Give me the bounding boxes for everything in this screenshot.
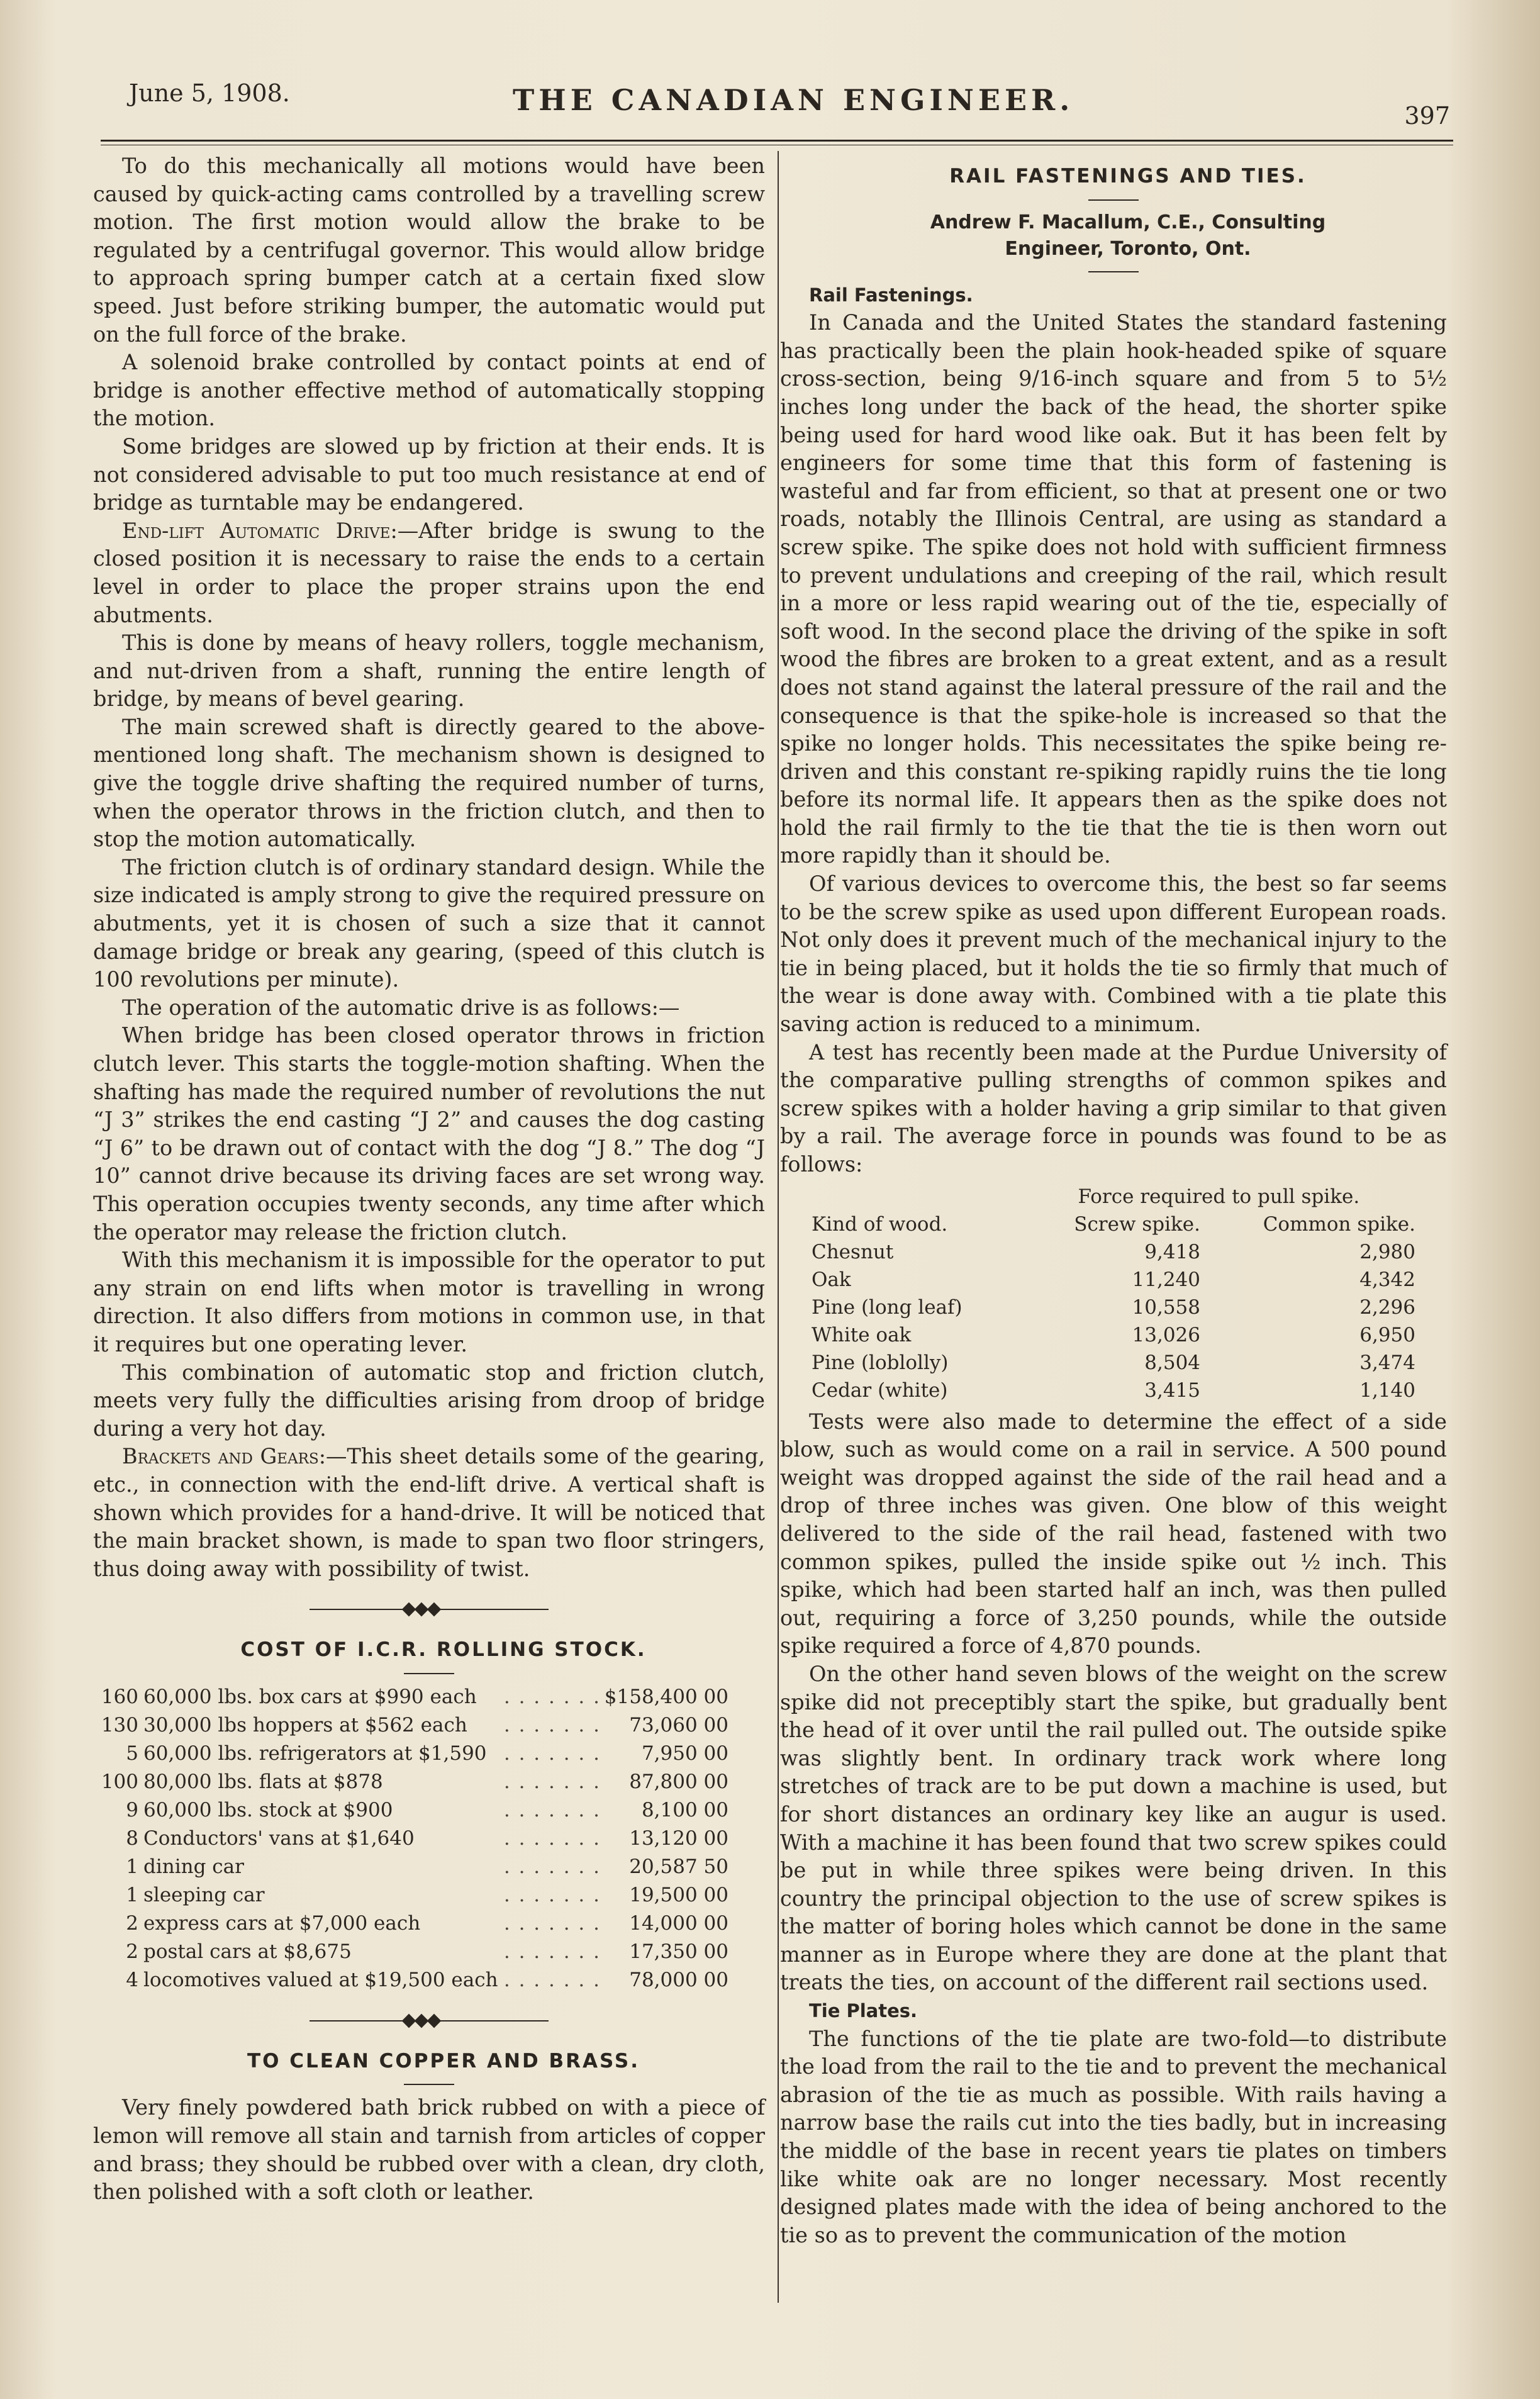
quantity-cell: 9 (126, 1798, 138, 1821)
common-spike-cell: 1,140 (1359, 1378, 1415, 1402)
quantity-cell: 4 (126, 1968, 138, 1991)
paragraph: On the other hand seven blows of the weight on the screw spike did not preceptibly start the spike, but gradually bent the head of it over until the rail pulled out. The outside spike was slightly bent. In ordinary track work where long stretches of track are to be put down a machine is used, but for short distances an ordinary key like an augur is used. With a machine it has been found that two screw spikes could be put in while three spikes were being driven. In this country the principal objection to the use of screw spikes is the matter of boring holes which cannot be done in the same manner as in Europe where they are done at the plant that treats the ties, on account of the different rail sections used. (780, 1661, 1447, 1995)
table-row (99, 1881, 728, 1910)
quantity-cell: 5 (126, 1742, 138, 1765)
wood-kind-cell: Cedar (white) (812, 1378, 948, 1402)
description-cell: 60,000 lbs. stock at $900 (143, 1798, 393, 1821)
byline: Engineer, Toronto, Ont. (1005, 237, 1251, 260)
quantity-cell: 1 (126, 1855, 138, 1878)
table-row (812, 1321, 1415, 1349)
leader-dots: . . . . . . . (503, 1968, 601, 1991)
table-header: Force required to pull spike. (1078, 1185, 1360, 1208)
paragraph: Of various devices to overcome this, the best so far seems to be the screw spike as used upon different European roads. Not only does it prevent much of the mechanical injury to the tie in being placed, but it holds the tie so firmly that much of the wear is done away with. Combined with a tie plate this saving action is reduced to a minimum. (780, 871, 1447, 1037)
table-row (812, 1238, 1415, 1266)
amount-cell: 87,800 00 (629, 1770, 728, 1793)
leader-dots: . . . . . . . (503, 1713, 601, 1736)
paragraph-text: —This sheet details some of the gearing, etc., in connection with the end-lift drive. A vertical shaft is shown which provides for a hand-drive. It will be noticed that the main bracket shown, is made to span two floor stringers, thus doing away with possibility of twist. (93, 1444, 765, 1581)
page-header (129, 75, 1450, 130)
screw-spike-cell: 3,415 (1144, 1378, 1201, 1402)
header-rule (101, 140, 1453, 142)
leader-dots: . . . . . . . (503, 1826, 601, 1850)
leader-dots: . . . . . . . (503, 1940, 601, 1963)
table-row (99, 1768, 728, 1796)
paragraph: Tests were also made to determine the effect of a side blow, such as would come on a rail in service. A 500 pound weight was dropped against the side of the rail head and a drop of three inches was given. One blow of this weight delivered to the side of the rail head, fastened with two common spikes, pulled the inside spike out ½ inch. This spike, which had been started half an inch, was then pulled out, requiring a force of 3,250 pounds, while the outside spike required a force of 4,870 pounds. (780, 1409, 1447, 1658)
table-row (812, 1266, 1415, 1294)
description-cell: sleeping car (143, 1883, 265, 1906)
common-spike-cell: 2,980 (1359, 1240, 1415, 1263)
description-cell: 30,000 lbs hoppers at $562 each (143, 1713, 467, 1736)
leader-dots: . . . . . . . (503, 1770, 601, 1793)
quantity-cell: 130 (101, 1713, 138, 1736)
table-header: Screw spike. (1074, 1212, 1201, 1236)
amount-cell: 17,350 00 (629, 1940, 728, 1963)
run-in-heading: End-lift Automatic Drive: (122, 518, 398, 543)
table-row (99, 1938, 728, 1966)
run-in-heading: Brackets and Gears: (122, 1444, 326, 1469)
left-column (93, 152, 765, 2206)
screw-spike-cell: 9,418 (1144, 1240, 1201, 1263)
page-number: 397 (1404, 102, 1450, 130)
ornament-divider (310, 1602, 549, 1617)
table-row (99, 1711, 728, 1740)
title-rule (1088, 271, 1139, 272)
quantity-cell: 8 (126, 1826, 138, 1850)
paragraph: Some bridges are slowed up by friction at their ends. It is not considered advisable to put too much resistance at end of bridge as turntable may be endangered. (93, 433, 765, 515)
header-date: June 5, 1908. (129, 79, 290, 107)
table-row (99, 1853, 728, 1881)
table-row (99, 1740, 728, 1768)
paragraph: A solenoid brake controlled by contact points at end of bridge is another effective method of automatically stopping the motion. (93, 350, 765, 431)
description-cell: 60,000 lbs. box cars at $990 each (143, 1685, 477, 1708)
description-cell: dining car (143, 1855, 244, 1878)
wood-kind-cell: White oak (812, 1323, 912, 1346)
leader-dots: . . . . . . . (503, 1685, 601, 1708)
title-rule (404, 2084, 454, 2085)
description-cell: 80,000 lbs. flats at $878 (143, 1770, 383, 1793)
table-row (812, 1294, 1415, 1321)
cost-table (99, 1683, 728, 1994)
amount-cell: 13,120 00 (629, 1826, 728, 1850)
table-header: Kind of wood. (812, 1212, 948, 1236)
right-column (780, 162, 1447, 2249)
leader-dots: . . . . . . . (503, 1911, 601, 1935)
quantity-cell: 160 (101, 1685, 138, 1708)
table-row (99, 1683, 728, 1711)
paragraph: The friction clutch is of ordinary standard design. While the size indicated is amply strong to give the required pressure on abutments, yet it is chosen of such a size that it cannot damage bridge or break any gearing, (speed of this clutch is 100 revolutions per minute). (93, 854, 765, 992)
wood-kind-cell: Pine (loblolly) (812, 1351, 949, 1374)
table-row (812, 1377, 1415, 1404)
paragraph: To do this mechanically all motions would have been caused by quick-acting cams controlled by a travelling screw motion. The first motion would allow the brake to be regulated by a centrifugal governor. This would allow bridge to approach spring bumper catch at a certain fixed slow speed. Just before striking bumper, the automatic would put on the full force of the brake. (93, 154, 765, 347)
subheading: Tie Plates. (809, 2000, 918, 2022)
spike-pull-table (812, 1183, 1415, 1404)
title-rule (404, 1673, 454, 1674)
quantity-cell: 2 (126, 1911, 138, 1935)
amount-cell: 7,950 00 (641, 1742, 728, 1765)
paragraph: The operation of the automatic drive is as follows:— (122, 995, 680, 1020)
screw-spike-cell: 10,558 (1132, 1295, 1201, 1319)
description-cell: Conductors' vans at $1,640 (143, 1826, 415, 1850)
quantity-cell: 100 (101, 1770, 138, 1793)
paragraph: The functions of the tie plate are two-fold—to distribute the load from the rail to the tie and to prevent the mechanical abrasion of the tie as much as possible. With rails having a narrow base the rails cut into the ties badly, but in increasing the middle of the base in recent years tie plates on timbers like white oak are no longer necessary. Most recently designed plates made with the idea of being anchored to the tie so as to prevent the communication of the motion (780, 2026, 1447, 2247)
ornament-divider (310, 2013, 549, 2028)
paragraph: This is done by means of heavy rollers, toggle mechanism, and nut-driven from a shaft, running the entire length of bridge, by means of bevel gearing. (93, 630, 765, 712)
amount-cell: 78,000 00 (629, 1968, 728, 1991)
title-rule (1088, 199, 1139, 201)
paragraph: In Canada and the United States the standard fastening has practically been the plain hook-headed spike of square cross-section, being 9/16-inch square and from 5 to 5½ inches long under the back of the head, the shorter spike being used for hard wood like oak. But it has been felt by engineers for some time that this form of fastening is wasteful and far from efficient, so that at present one or two roads, notably the Illinois Central, are using as standard a screw spike. The spike does not hold with sufficient firmness to prevent undulations and creeping of the rail, which result in a more or less rapid wearing out of the tie, especially of soft wood. In the second place the driving of the spike in soft wood the fibres are broken to a great extent, and as a result does not stand against the lateral pressure of the rail and the consequence is that the spike-hole is increased so that the spike no longer holds. This necessitates the spike being re-driven and this constant re-spiking rapidly ruins the tie long before its normal life. It appears then as the spike does not hold the rail firmly to the tie that the tie is then worn out more rapidly than it should be. (780, 310, 1447, 868)
article-title: RAIL FASTENINGS AND TIES. (949, 165, 1307, 187)
wood-kind-cell: Oak (812, 1268, 851, 1291)
paragraph: A test has recently been made at the Purdue University of the comparative pulling strengths of common spikes and screw spikes with a holder having a grip similar to that given by a rail. The average force in pounds was found to be as follows: (780, 1039, 1447, 1177)
section-title: COST OF I.C.R. ROLLING STOCK. (240, 1638, 647, 1662)
section-title: TO CLEAN COPPER AND BRASS. (247, 2049, 640, 2072)
quantity-cell: 1 (126, 1883, 138, 1906)
amount-cell: 8,100 00 (641, 1798, 728, 1821)
paragraph: When bridge has been closed operator throws in friction clutch lever. This starts the toggle-motion shafting. When the shafting has made the required number of revolutions the nut “J 3” strikes the end casting “J 2” and causes the dog casting “J 6” to be drawn out of contact with the dog “J 8.” The dog “J 10” cannot drive because its driving faces are set wrong way. This operation occupies twenty seconds, any time after which the operator may release the friction clutch. (93, 1023, 765, 1244)
screw-spike-cell: 8,504 (1144, 1351, 1201, 1374)
subheading: Rail Fastenings. (809, 284, 973, 306)
screw-spike-cell: 13,026 (1132, 1323, 1201, 1346)
byline: Andrew F. Macallum, C.E., Consulting (930, 211, 1326, 233)
wood-kind-cell: Chesnut (812, 1240, 894, 1263)
table-header: Common spike. (1263, 1212, 1415, 1236)
common-spike-cell: 2,296 (1359, 1295, 1415, 1319)
table-row (812, 1349, 1415, 1377)
description-cell: postal cars at $8,675 (143, 1940, 352, 1963)
paragraph: Very finely powdered bath brick rubbed on with a piece of lemon will remove all stain and tarnish from articles of copper and brass; they should be rubbed over with a clean, dry cloth, then polished with a soft cloth or leather. (93, 2095, 765, 2205)
quantity-cell: 2 (126, 1940, 138, 1963)
amount-cell: 20,587 50 (629, 1855, 728, 1878)
common-spike-cell: 4,342 (1359, 1268, 1415, 1291)
table-row (99, 1825, 728, 1853)
description-cell: locomotives valued at $19,500 each (143, 1968, 498, 1991)
paragraph (93, 517, 765, 629)
leader-dots: . . . . . . . (503, 1883, 601, 1906)
paragraph (93, 1443, 765, 1583)
wood-kind-cell: Pine (long leaf) (812, 1295, 962, 1319)
common-spike-cell: 6,950 (1359, 1323, 1415, 1346)
paragraph: The main screwed shaft is directly geared to the above-mentioned long shaft. The mechanism shown is designed to give the toggle drive shafting the required number of turns, when the operator throws in the friction clutch, and then to stop the motion automatically. (93, 714, 765, 852)
common-spike-cell: 3,474 (1359, 1351, 1415, 1374)
leader-dots: . . . . . . . (503, 1742, 601, 1765)
table-row (99, 1966, 728, 1994)
leader-dots: . . . . . . . (503, 1855, 601, 1878)
amount-cell: 19,500 00 (629, 1883, 728, 1906)
screw-spike-cell: 11,240 (1132, 1268, 1201, 1291)
leader-dots: . . . . . . . (503, 1798, 601, 1821)
paragraph: This combination of automatic stop and friction clutch, meets very fully the difficulties arising from droop of bridge during a very hot day. (93, 1360, 765, 1441)
table-row (99, 1910, 728, 1938)
description-cell: 60,000 lbs. refrigerators at $1,590 (143, 1742, 487, 1765)
paragraph-text: —After bridge is swung to the closed position it is necessary to raise the ends to a certain level in order to place the proper strains upon the end abutments. (93, 518, 765, 627)
journal-title: THE CANADIAN ENGINEER. (513, 83, 1074, 117)
table-row (99, 1796, 728, 1825)
amount-cell: 73,060 00 (629, 1713, 728, 1736)
column-divider (778, 151, 779, 2303)
paragraph: With this mechanism it is impossible for the operator to put any strain on end lifts when motor is travelling in wrong direction. It also differs from motions in common use, in that it requires but one operating lever. (93, 1248, 765, 1356)
description-cell: express cars at $7,000 each (143, 1911, 421, 1935)
amount-cell: 14,000 00 (629, 1911, 728, 1935)
amount-cell: $158,400 00 (604, 1685, 728, 1708)
